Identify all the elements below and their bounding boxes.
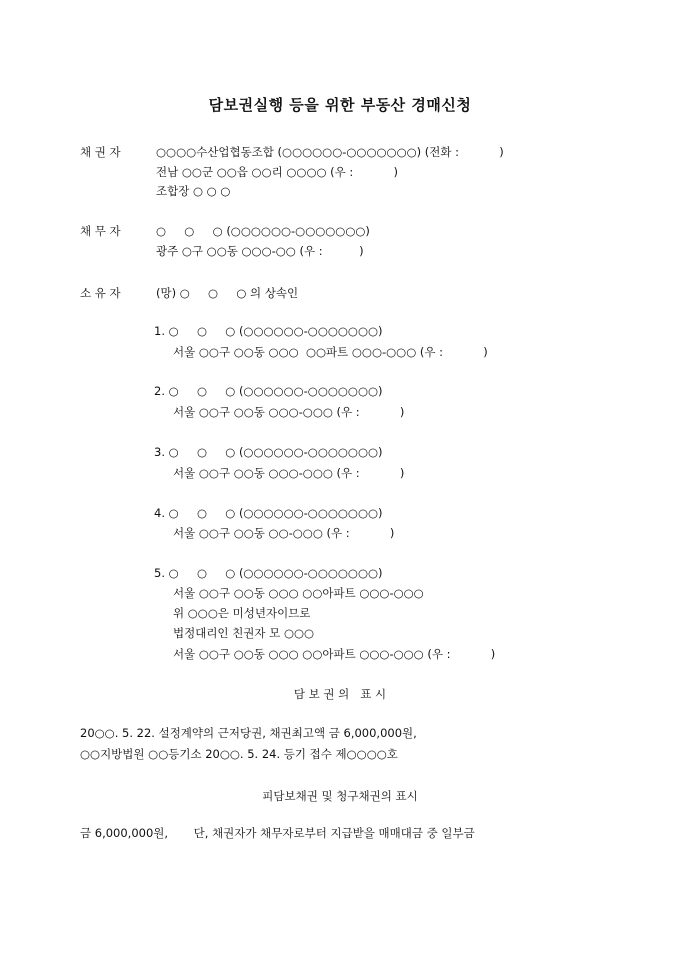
debtor-line-2: 광주 ○구 ○○동 ○○○-○○ (우 : ) bbox=[156, 244, 364, 258]
heir-3-line-1: 3. ○ ○ ○ (○○○○○○-○○○○○○○) bbox=[154, 445, 383, 459]
heir-5-line-3: 위 ○○○은 미성년자이므로 bbox=[173, 606, 311, 620]
heir-1-line-2: 서울 ○○구 ○○동 ○○○ ○○파트 ○○○-○○○ (우 : ) bbox=[173, 345, 488, 359]
heir-3-line-2: 서울 ○○구 ○○동 ○○○-○○○ (우 : ) bbox=[173, 466, 405, 480]
heir-5-line-2: 서울 ○○구 ○○동 ○○○ ○○아파트 ○○○-○○○ bbox=[173, 586, 424, 600]
heir-2-line-1: 2. ○ ○ ○ (○○○○○○-○○○○○○○) bbox=[154, 384, 383, 398]
creditor-line-2: 전남 ○○군 ○○읍 ○○리 ○○○○ (우 : ) bbox=[156, 165, 398, 179]
creditor-label: 채 권 자 bbox=[80, 145, 121, 159]
document-title: 담보권실행 등을 위한 부동산 경매신청 bbox=[208, 96, 472, 114]
debtor-label: 채 무 자 bbox=[80, 224, 121, 238]
collateral-line-2: ○○지방법원 ○○등기소 20○○. 5. 24. 등기 접수 제○○○○호 bbox=[80, 747, 398, 761]
claim-section-title: 피담보채권 및 청구채권의 표시 bbox=[262, 789, 418, 803]
heir-4-line-2: 서울 ○○구 ○○동 ○○-○○○ (우 : ) bbox=[173, 526, 395, 540]
creditor-line-1: ○○○○수산업협동조합 (○○○○○○-○○○○○○○) (전화 : ) bbox=[156, 145, 504, 159]
owner-line-1: (망) ○ ○ ○ 의 상속인 bbox=[156, 286, 299, 300]
debtor-line-1: ○ ○ ○ (○○○○○○-○○○○○○○) bbox=[156, 224, 370, 238]
collateral-line-1: 20○○. 5. 22. 설정계약의 근저당권, 채권최고액 금 6,000,000원, bbox=[80, 726, 417, 740]
heir-5-line-4: 법정대리인 친권자 모 ○○○ bbox=[173, 626, 315, 640]
heir-5-line-5: 서울 ○○구 ○○동 ○○○ ○○아파트 ○○○-○○○ (우 : ) bbox=[173, 647, 496, 661]
heir-1-line-1: 1. ○ ○ ○ (○○○○○○-○○○○○○○) bbox=[154, 324, 383, 338]
collateral-section-title: 담 보 권 의 표 시 bbox=[293, 687, 387, 701]
claim-line-1: 금 6,000,000원, 단, 채권자가 채무자로부터 지급받을 매매대금 중 일부금 bbox=[80, 826, 475, 840]
creditor-line-3: 조합장 ○ ○ ○ bbox=[156, 184, 231, 198]
heir-2-line-2: 서울 ○○구 ○○동 ○○○-○○○ (우 : ) bbox=[173, 405, 405, 419]
heir-5-line-1: 5. ○ ○ ○ (○○○○○○-○○○○○○○) bbox=[154, 566, 383, 580]
heir-4-line-1: 4. ○ ○ ○ (○○○○○○-○○○○○○○) bbox=[154, 506, 383, 520]
owner-label: 소 유 자 bbox=[80, 286, 121, 300]
